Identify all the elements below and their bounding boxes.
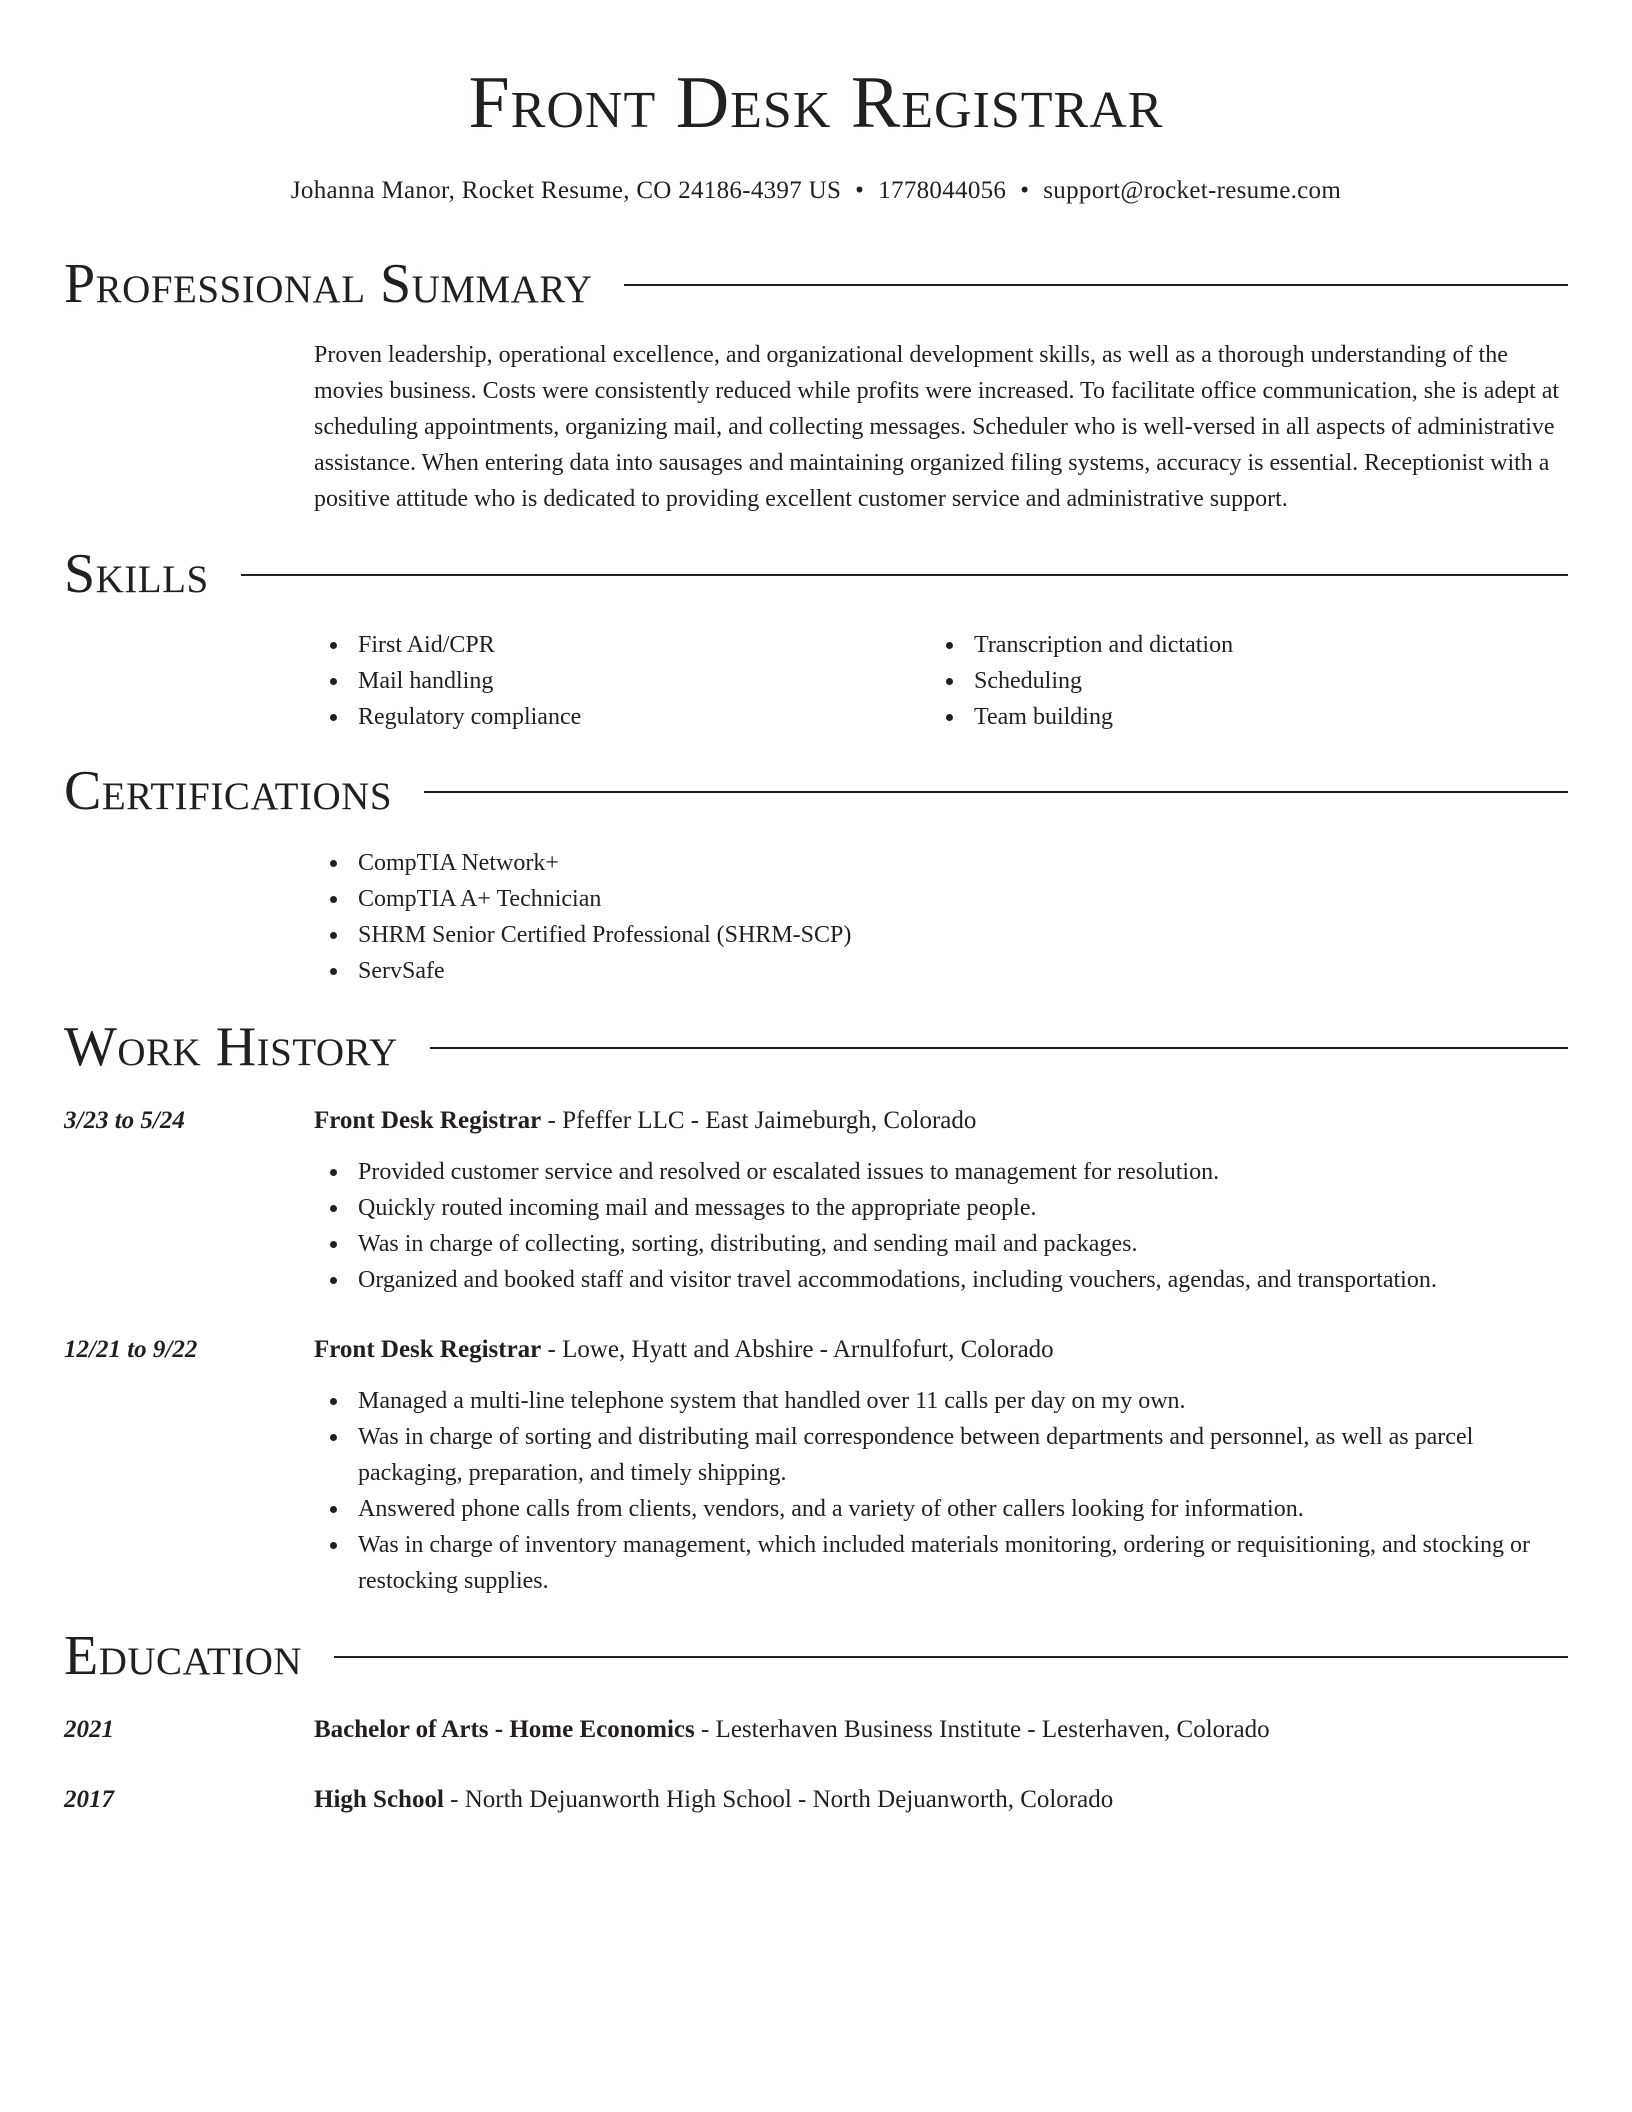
certification-item xyxy=(314,845,1568,881)
section-title-certifications: Certifications xyxy=(64,760,393,822)
skill-item xyxy=(930,627,1546,663)
summary-section xyxy=(314,337,1568,517)
education-heading xyxy=(314,1711,1568,1749)
job-dates: 12/21 to 9/22 xyxy=(64,1336,198,1363)
bullet-icon xyxy=(330,678,337,685)
bullet-icon xyxy=(330,1277,337,1284)
job-entry xyxy=(314,1331,1568,1599)
job-duty-item xyxy=(314,1190,1568,1226)
skills-list-right xyxy=(930,627,1546,735)
job-title: Front Desk Registrar xyxy=(314,1107,542,1134)
skill-label: First Aid/CPR xyxy=(358,632,495,658)
bullet-icon xyxy=(330,968,337,975)
job-duty-item xyxy=(314,1527,1568,1599)
contact-separator: • xyxy=(855,177,865,204)
contact-separator: • xyxy=(1020,177,1030,204)
job-duty-item xyxy=(314,1491,1568,1527)
bullet-icon xyxy=(330,1542,337,1549)
education-heading xyxy=(314,1781,1568,1819)
section-header-summary xyxy=(64,254,1568,314)
skill-item xyxy=(314,663,930,699)
skill-label: Team building xyxy=(974,704,1113,730)
job-company-location: - Lowe, Hyatt and Abshire - Arnulfofurt, Colorado xyxy=(541,1336,1054,1363)
section-divider xyxy=(624,284,1568,286)
education-degree: Bachelor of Arts - Home Economics xyxy=(314,1716,695,1743)
contact-address: Johanna Manor, Rocket Resume, CO 24186-4397 US xyxy=(290,177,842,204)
job-duty-text: Managed a multi-line telephone system that handled over 11 calls per day on my own. xyxy=(358,1388,1186,1414)
skill-item xyxy=(930,663,1546,699)
education-school-location: - North Dejuanworth High School - North Dejuanworth, Colorado xyxy=(443,1786,1114,1813)
skill-label: Transcription and dictation xyxy=(974,632,1234,658)
bullet-icon xyxy=(330,896,337,903)
skill-item xyxy=(314,699,930,735)
bullet-icon xyxy=(330,1434,337,1441)
section-divider xyxy=(430,1047,1568,1049)
job-duty-text: Was in charge of inventory management, which included materials monitoring, ordering or requisitioning, and stocking or restocking supplies. xyxy=(358,1532,1531,1594)
bullet-icon xyxy=(330,642,337,649)
bullet-icon xyxy=(330,1169,337,1176)
certification-item xyxy=(314,953,1568,989)
job-duty-item xyxy=(314,1154,1568,1190)
bullet-icon xyxy=(330,1506,337,1513)
bullet-icon xyxy=(330,1205,337,1212)
bullet-icon xyxy=(330,1398,337,1405)
skill-label: Scheduling xyxy=(974,668,1082,694)
section-title-skills: Skills xyxy=(64,543,209,605)
section-header-work-history xyxy=(64,1017,1568,1077)
section-divider xyxy=(241,574,1568,576)
job-duties-list xyxy=(314,1154,1568,1298)
certification-label: ServSafe xyxy=(358,958,445,984)
education-school-location: - Lesterhaven Business Institute - Lesterhaven, Colorado xyxy=(694,1716,1270,1743)
certification-item xyxy=(314,881,1568,917)
section-header-certifications xyxy=(64,761,1568,821)
education-entry xyxy=(314,1781,1568,1819)
section-divider xyxy=(334,1656,1568,1658)
bullet-icon xyxy=(946,714,953,721)
bullet-icon xyxy=(946,642,953,649)
skills-section xyxy=(314,627,1568,735)
bullet-icon xyxy=(330,1241,337,1248)
job-duties-list xyxy=(314,1383,1568,1599)
job-dates: 3/23 to 5/24 xyxy=(64,1107,185,1134)
education-degree: High School xyxy=(314,1786,444,1813)
job-entry xyxy=(314,1102,1568,1298)
skill-label: Regulatory compliance xyxy=(358,704,582,730)
job-heading xyxy=(314,1331,1568,1369)
job-duty-item xyxy=(314,1383,1568,1419)
education-year: 2021 xyxy=(64,1716,114,1743)
skills-list-left xyxy=(314,627,930,735)
skill-label: Mail handling xyxy=(358,668,494,694)
certification-label: SHRM Senior Certified Professional (SHRM-SCP) xyxy=(358,922,852,948)
job-duty-item xyxy=(314,1226,1568,1262)
job-duty-item xyxy=(314,1262,1568,1298)
job-duty-text: Was in charge of collecting, sorting, distributing, and sending mail and packages. xyxy=(358,1231,1138,1257)
contact-line xyxy=(64,172,1568,210)
job-company-location: - Pfeffer LLC - East Jaimeburgh, Colorado xyxy=(541,1107,977,1134)
job-title: Front Desk Registrar xyxy=(314,1336,542,1363)
job-heading xyxy=(314,1102,1568,1140)
certification-label: CompTIA A+ Technician xyxy=(358,886,602,912)
certification-item xyxy=(314,917,1568,953)
section-header-education xyxy=(64,1626,1568,1686)
bullet-icon xyxy=(330,932,337,939)
bullet-icon xyxy=(946,678,953,685)
section-title-work-history: Work History xyxy=(64,1016,398,1078)
certification-label: CompTIA Network+ xyxy=(358,850,559,876)
job-duty-text: Provided customer service and resolved or escalated issues to management for resolution. xyxy=(358,1159,1220,1185)
section-title-education: Education xyxy=(64,1625,303,1687)
job-duty-text: Organized and booked staff and visitor travel accommodations, including vouchers, agendas, and transportation. xyxy=(358,1267,1437,1293)
section-header-skills xyxy=(64,544,1568,604)
education-entry xyxy=(314,1711,1568,1749)
skill-item xyxy=(314,627,930,663)
bullet-icon xyxy=(330,860,337,867)
contact-phone: 1778044056 xyxy=(878,177,1007,204)
summary-text: Proven leadership, operational excellence, and organizational development skills, as well as a thorough understanding of the movies business. Costs were consistently reduced while profits were increased. To facilitate office communication, she is adept at scheduling appointments, organizing mail, and collecting messages. Scheduler who is well-versed in all aspects of administrative assistance. When entering data into sausages and maintaining organized filing systems, accuracy is essential. Receptionist with a positive attitude who is dedicated to providing excellent customer service and administrative support. xyxy=(314,342,1560,512)
certifications-list xyxy=(314,845,1568,989)
section-divider xyxy=(424,791,1568,793)
job-duty-text: Was in charge of sorting and distributing mail correspondence between departments and personnel, as well as parcel packaging, preparation, and timely shipping. xyxy=(358,1424,1474,1486)
education-year: 2017 xyxy=(64,1786,114,1813)
contact-email[interactable]: support@rocket-resume.com xyxy=(1043,177,1342,204)
job-duty-text: Answered phone calls from clients, vendors, and a variety of other callers looking for information. xyxy=(358,1496,1304,1522)
skill-item xyxy=(930,699,1546,735)
candidate-name: Front Desk Registrar xyxy=(468,62,1164,144)
certifications-section xyxy=(314,845,1568,989)
bullet-icon xyxy=(330,714,337,721)
job-duty-text: Quickly routed incoming mail and messages to the appropriate people. xyxy=(358,1195,1037,1221)
section-title-summary: Professional Summary xyxy=(64,253,593,315)
job-duty-item xyxy=(314,1419,1568,1491)
